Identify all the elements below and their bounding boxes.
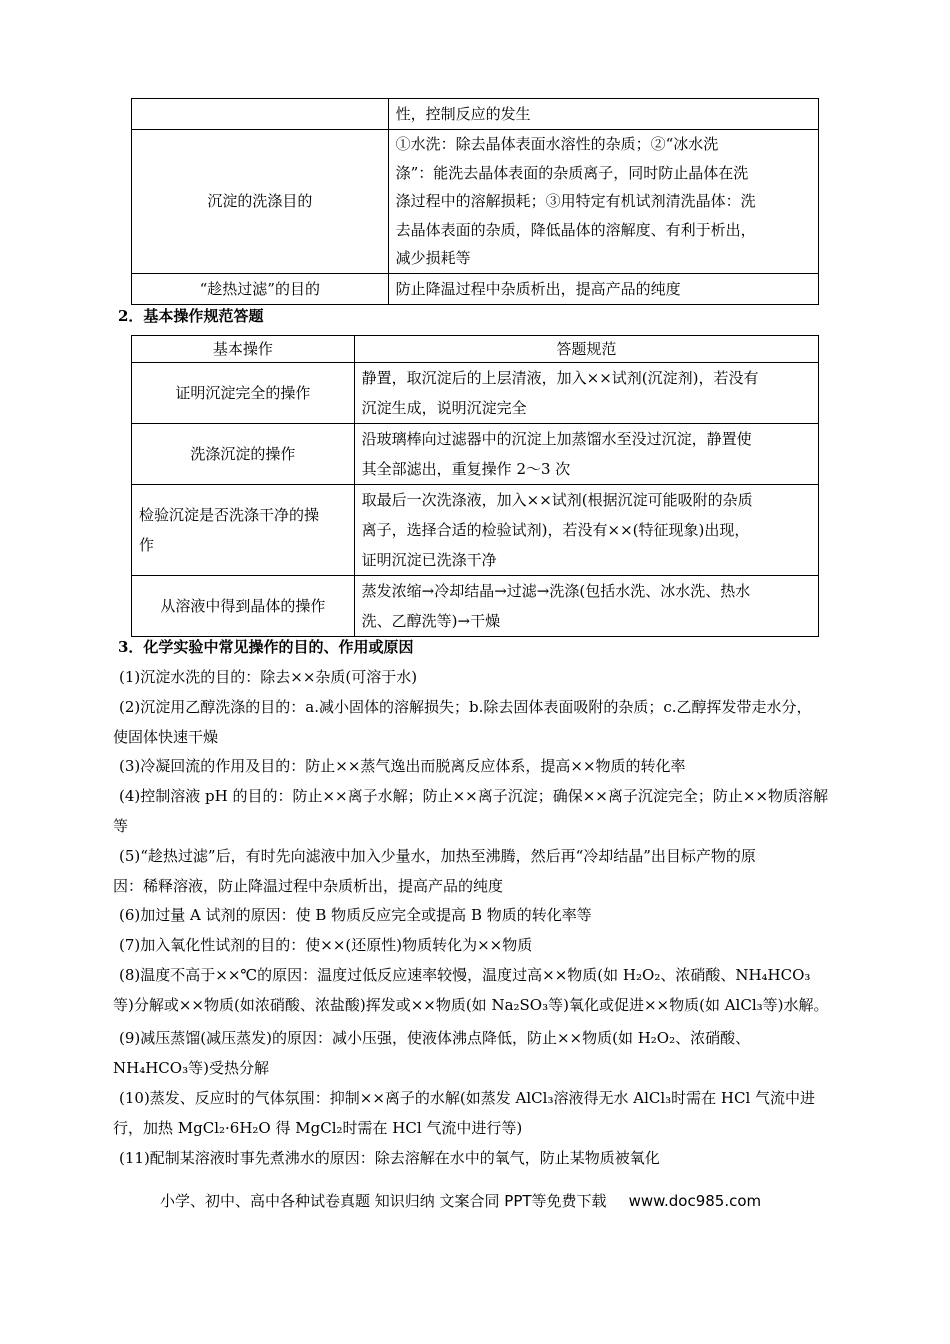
- page-footer: [160, 1190, 800, 1212]
- item-line: (5)“趁热过滤”后，有时先向滤液中加入少量水，加热至沸腾，然后再“冷却结晶”出目标产物的原: [119, 847, 756, 865]
- list-item: [113, 901, 863, 931]
- cell-line: 沉淀生成，说明沉淀完全: [361, 399, 527, 417]
- item-line: 等: [113, 816, 129, 835]
- list-item: [113, 1084, 863, 1143]
- table-row: [132, 485, 819, 576]
- table-cell-right: [354, 424, 818, 485]
- table-row: [132, 424, 819, 485]
- list-item: [113, 961, 863, 1020]
- item-line: (9)减压蒸馏(减压蒸发)的原因：减小压强，使液体沸点降低，防止××物质(如 H₂O₂、浓硝酸、: [119, 1029, 751, 1047]
- table-cell-right: [354, 576, 818, 637]
- cell-line: 防止降温过程中杂质析出，提高产品的纯度: [395, 279, 681, 298]
- cell-line: 洗、乙醇洗等)→干燥: [361, 612, 501, 630]
- cell-line: 蒸发浓缩→冷却结晶→过滤→洗涤(包括水洗、冰水洗、热水: [361, 582, 751, 600]
- table-cell-right: [354, 485, 818, 576]
- table-cell-left: [132, 363, 355, 424]
- table-cell-left: [132, 99, 389, 130]
- cell-line: 取最后一次洗涤液，加入××试剂(根据沉淀可能吸附的杂质: [361, 491, 753, 509]
- item-line: (1)沉淀水洗的目的：除去××杂质(可溶于水): [119, 668, 418, 686]
- item-line: (4)控制溶液 pH 的目的：防止××离子水解；防止××离子沉淀；确保××离子沉淀完全；防止××物质溶解: [119, 787, 829, 805]
- section-3-heading: 3．化学实验中常见操作的目的、作用或原因: [118, 638, 414, 656]
- table-row: [132, 130, 819, 274]
- cell-line: 洗涤沉淀的操作: [190, 445, 296, 463]
- item-line: NH₄HCO₃等)受热分解: [113, 1058, 269, 1077]
- table-cell-right: [388, 130, 818, 274]
- item-line: 等)分解或××物质(如浓硝酸、浓盐酸)挥发或××物质(如 Na₂SO₃等)氧化或促进××物质(如 AlCl₃等)水解。: [113, 995, 829, 1014]
- cell-line: 从溶液中得到晶体的操作: [160, 597, 326, 615]
- list-item: [113, 931, 863, 961]
- cell-line: 沿玻璃棒向过滤器中的沉淀上加蒸馏水至没过沉淀，静置使: [361, 430, 752, 448]
- list-item: [113, 1024, 863, 1083]
- list-item: [113, 663, 863, 693]
- cell-line: ①水洗：除去晶体表面水溶性的杂质；②“冰水洗: [395, 135, 719, 153]
- table-cell-right: [388, 99, 818, 130]
- item-line: 因：稀释溶液，防止降温过程中杂质析出，提高产品的纯度: [113, 876, 504, 895]
- column-header: 基本操作: [132, 336, 355, 363]
- cell-line: 静置，取沉淀后的上层清液，加入××试剂(沉淀剂)，若没有: [361, 369, 759, 387]
- list-item: [113, 752, 863, 782]
- list-item: [113, 1144, 863, 1174]
- footer-text: 小学、初中、高中各种试卷真题 知识归纳 文案合同 PPT等免费下载: [160, 1192, 607, 1210]
- cell-line: 作: [139, 536, 155, 554]
- item-line: (11)配制某溶液时事先煮沸水的原因：除去溶解在水中的氧气，防止某物质被氧化: [119, 1149, 660, 1167]
- table-cell-left: [132, 424, 355, 485]
- table-row: [132, 363, 819, 424]
- cell-line: 减少损耗等: [395, 249, 471, 268]
- item-line: 行，加热 MgCl₂·6H₂O 得 MgCl₂时需在 HCl 气流中进行等): [113, 1118, 523, 1137]
- item-line: (3)冷凝回流的作用及目的：防止××蒸气逸出而脱离反应体系，提高××物质的转化率: [119, 757, 686, 775]
- item-line: 使固体快速干燥: [113, 727, 219, 746]
- list-item: [113, 693, 863, 752]
- cell-line: 其全部滤出，重复操作 2～3 次: [361, 460, 571, 478]
- list-item: [113, 842, 863, 901]
- column-header: 答题规范: [354, 336, 818, 363]
- cell-line: 去晶体表面的杂质，降低晶体的溶解度、有利于析出，: [395, 220, 756, 239]
- table-row: [132, 576, 819, 637]
- cell-line: 证明沉淀已洗涤干净: [361, 551, 497, 569]
- item-line: (2)沉淀用乙醇洗涤的目的：a.减小固体的溶解损失；b.除去固体表面吸附的杂质；c.乙醇挥发带走水分，: [119, 698, 812, 716]
- table-cell-left: [132, 485, 355, 576]
- table-row: [132, 99, 819, 130]
- list-item: [113, 782, 863, 841]
- cell-line: 检验沉淀是否洗涤干净的操: [139, 506, 320, 524]
- footer-link[interactable]: www.doc985.com: [628, 1192, 762, 1210]
- item-line: (7)加入氧化性试剂的目的：使××(还原性)物质转化为××物质: [119, 936, 533, 954]
- section-2-heading: 2．基本操作规范答题: [118, 307, 264, 325]
- table-cell-right: [354, 363, 818, 424]
- item-line: (8)温度不高于××℃的原因：温度过低反应速率较慢，温度过高××物质(如 H₂O₂、浓硝酸、NH₄HCO₃: [119, 966, 811, 984]
- cell-line: 涤过程中的溶解损耗；③用特定有机试剂清洗晶体：洗: [395, 192, 756, 211]
- cell-line: 证明沉淀完全的操作: [175, 384, 311, 402]
- table-cell-right: [388, 273, 818, 304]
- operations-table: [131, 335, 819, 637]
- table-cell-left: [132, 576, 355, 637]
- table-header-row: [132, 336, 819, 363]
- item-line: (10)蒸发、反应时的气体氛围：抑制××离子的水解(如蒸发 AlCl₃溶液得无水 AlCl₃时需在 HCl 气流中进: [119, 1089, 816, 1107]
- table-row: [132, 273, 819, 304]
- cell-line: 离子，选择合适的检验试剂)，若没有××(特征现象)出现，: [361, 521, 750, 539]
- table-cell-left: “趁热过滤”的目的: [132, 273, 389, 304]
- cell-line: 性，控制反应的发生: [395, 105, 531, 123]
- cell-line: 涤”：能洗去晶体表面的杂质离子，同时防止晶体在洗: [395, 163, 749, 182]
- table-cell-left: 沉淀的洗涤目的: [132, 130, 389, 274]
- purpose-table: [131, 98, 819, 305]
- item-line: (6)加过量 A 试剂的原因：使 B 物质反应完全或提高 B 物质的转化率等: [119, 906, 592, 924]
